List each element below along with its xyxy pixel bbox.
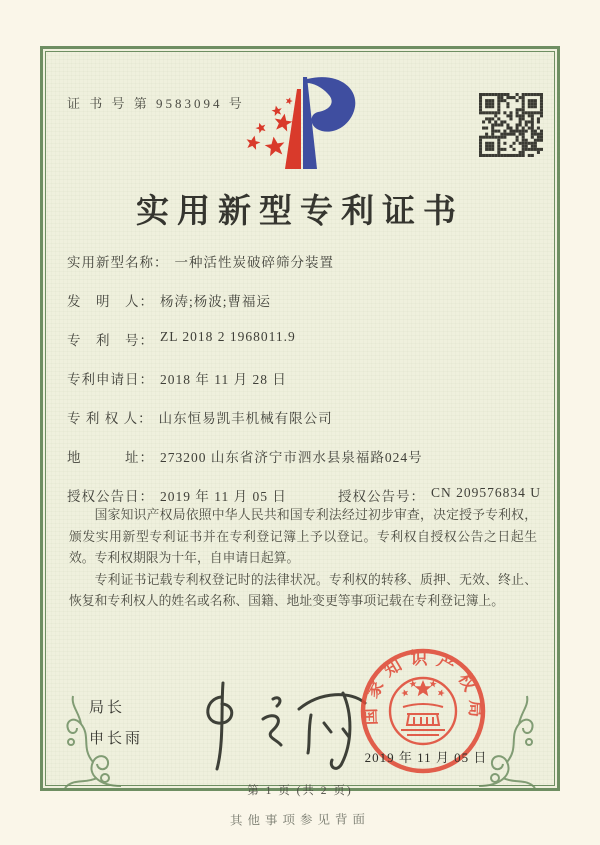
certificate-number: 证 书 号 第 9583094 号 [67, 96, 245, 111]
field-value: ZL 2018 2 1968011.9 [160, 329, 296, 344]
field-value: 273200 山东省济宁市泗水县泉福路024号 [160, 450, 423, 465]
legal-text [69, 505, 537, 613]
field-grant-date [67, 485, 287, 505]
field-filing-date [67, 368, 541, 407]
field-utility-model-name [67, 251, 541, 290]
field-patent-number [67, 329, 541, 368]
field-value: 一种活性炭破碎筛分装置 [174, 255, 334, 270]
certificate-page [40, 46, 560, 797]
qr-code [479, 93, 543, 157]
corner-flourish-left [41, 686, 127, 792]
corner-flourish-right [473, 686, 559, 792]
fields-block [67, 251, 541, 524]
field-label: 授权公告日： [67, 489, 154, 504]
field-value: 2018 年 11 月 28 日 [160, 372, 287, 387]
logo-p-bowl [307, 77, 355, 132]
page-number: 第 1 页 (共 2 页) [247, 785, 353, 797]
field-value: 杨涛;杨波;曹福运 [160, 294, 272, 309]
back-side-note: 其他事项参见背面 [229, 812, 371, 828]
signature-strokes [193, 677, 373, 772]
field-label: 地 址： [67, 450, 154, 465]
field-value: 山东恒易凯丰机械有限公司 [158, 411, 333, 426]
field-address [67, 446, 541, 485]
field-grant-number [338, 485, 541, 505]
legal-paragraph-2: 专利证书记载专利权登记时的法律状况。专利权的转移、质押、无效、终止、恢复和专利权人的姓名或名称、国籍、地址变更等事项记载在专利登记簿上。 [69, 572, 537, 608]
seal-agency-text: 国家知识产权局 [360, 649, 486, 726]
field-label: 专利申请日： [67, 372, 154, 387]
field-label: 专 利 号： [67, 333, 154, 348]
commissioner-signature [193, 677, 373, 772]
legal-paragraph-1: 国家知识产权局依照中华人民共和国专利法经过初步审查，决定授予专利权，颁发实用新型专利证书并在专利登记簿上予以登记。专利权自授权公告之日起生效。专利权期限为十年，自申请日起算。 [69, 508, 537, 565]
certificate-title: 实用新型专利证书 [136, 194, 464, 230]
field-inventors [67, 290, 541, 329]
field-value: CN 209576834 U [430, 485, 541, 500]
signer-title: 局长 [89, 699, 126, 716]
field-patentee [67, 407, 541, 446]
cnipa-logo-graphic [237, 73, 369, 183]
national-emblem [390, 678, 456, 744]
field-label: 授权公告号： [337, 489, 425, 504]
logo-stars [245, 96, 294, 157]
cnipa-logo [237, 73, 369, 183]
field-label: 专 利 权 人： [67, 411, 153, 426]
seal-date: 2019 年 11 月 05 日 [364, 750, 488, 765]
field-value: 2019 年 11 月 05 日 [160, 489, 287, 504]
signer-name: 申长雨 [89, 730, 144, 747]
field-label: 实用新型名称： [67, 255, 169, 270]
field-label: 发 明 人： [67, 294, 154, 309]
